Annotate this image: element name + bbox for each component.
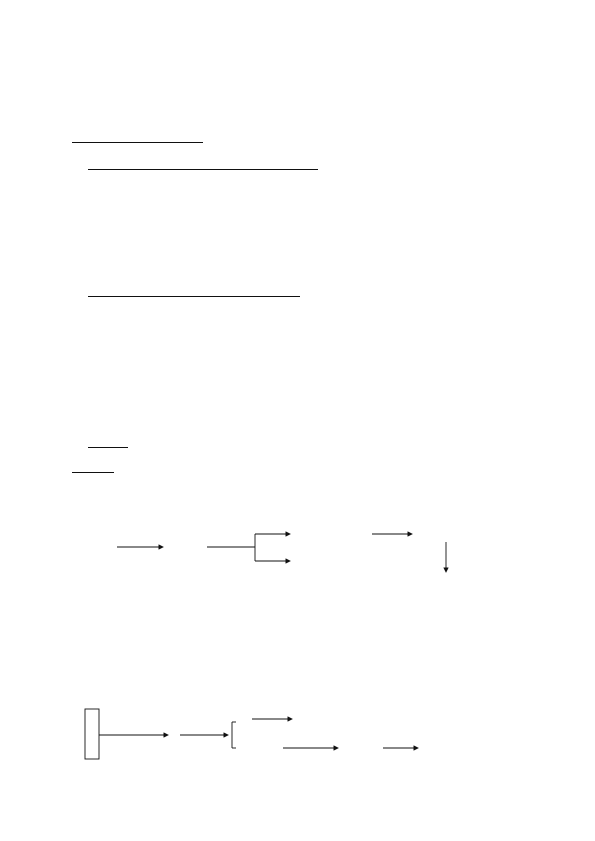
bauxite-box [85,709,99,759]
